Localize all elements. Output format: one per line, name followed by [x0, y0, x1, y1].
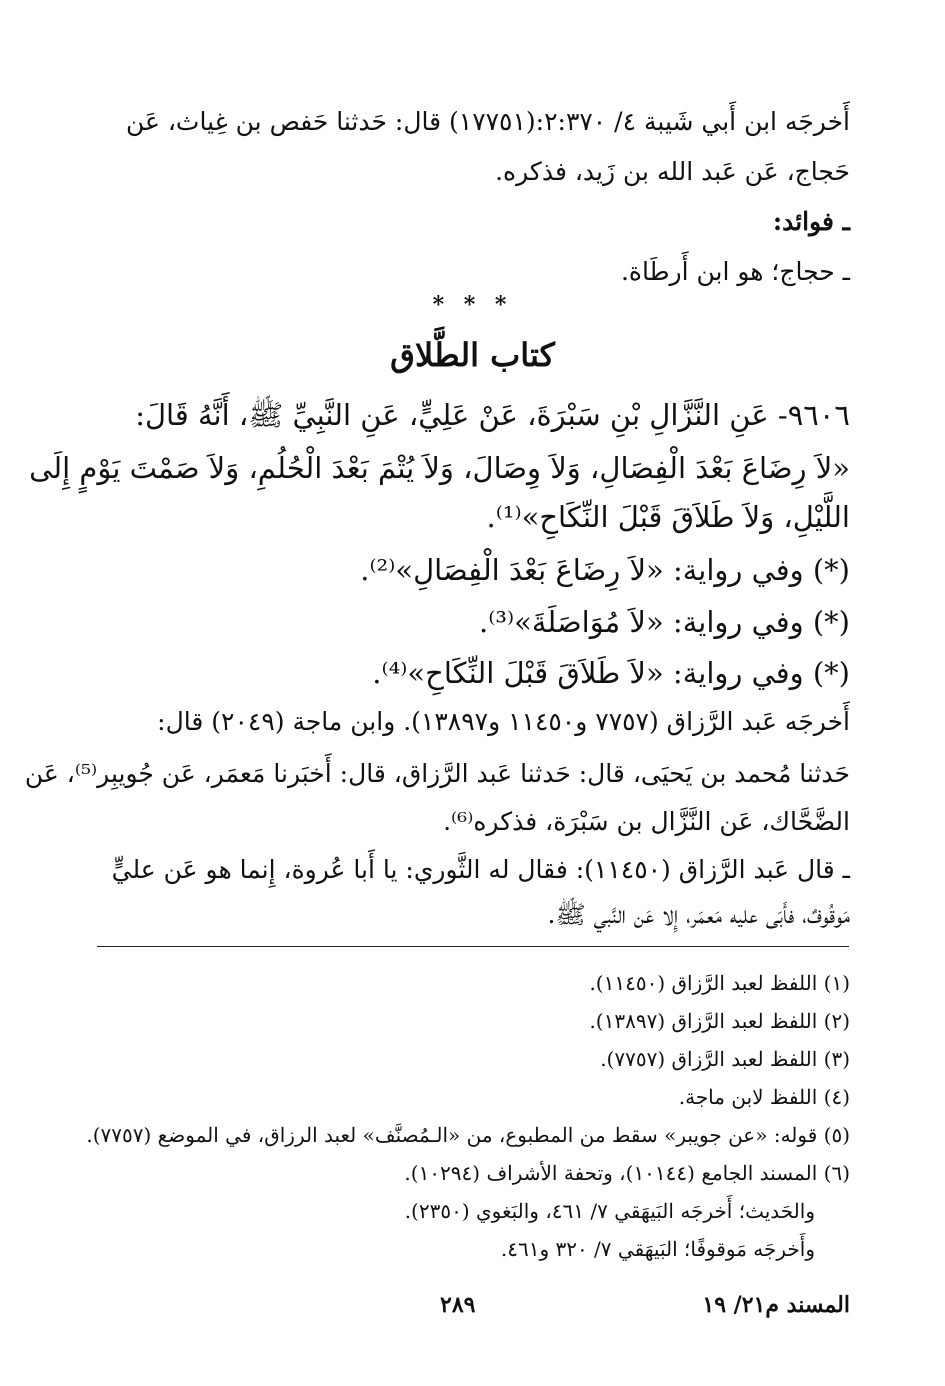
riwaya-line: (*) وفي رواية: «لاَ مُوَاصَلَةَ»⁽³⁾. [479, 605, 850, 639]
footnote: (٣) اللفظ لعبد الرَّزاق (٧٧٥٧). [600, 1047, 850, 1071]
hadith-text: اللَّيْلِ، وَلاَ طَلاَقَ قَبْلَ النِّكَاحِ»⁽¹⁾. [486, 500, 850, 534]
footnote-divider [97, 946, 849, 947]
page-number: ٢٨٩ [440, 1292, 476, 1318]
hadith-intro: ٩٦٠٦- عَنِ النَّزَّالِ بْنِ سَبْرَةَ، عَنْ عَلِيٍّ، عَنِ النَّبِيِّ ﷺ، أَنَّهُ قَالَ: [135, 398, 850, 432]
takhrij-line: الضَّحَّاك، عَن النَّزَّال بن سَبْرَة، فذكره⁽⁶⁾. [443, 807, 850, 836]
riwaya-line: (*) وفي رواية: «لاَ طَلاَقَ قَبْلَ النِّكَاحِ»⁽⁴⁾. [372, 656, 850, 690]
footnote: (٤) اللفظ لابن ماجة. [678, 1085, 850, 1109]
text-line: أَخرجَه ابن أَبي شَيبة ٤/ ٢:٣٧٠:(١٧٧٥١) قال: حَدثنا حَفص بن غِياث، عَن [125, 107, 850, 136]
section-label: ـ فوائد: [772, 207, 850, 236]
footnote: (٥) قوله: «عن جويبر» سقط من المطبوع، من «الـمُصنَّف» لعبد الرزاق، في الموضع (٧٧٥٧). [86, 1123, 850, 1147]
footnote: وأَخرجَه مَوقوفًا؛ البَيهَقي ٧/ ٣٢٠ و٤٦١. [500, 1237, 815, 1261]
chapter-title: كتاب الطَّلاق [390, 336, 555, 374]
takhrij-line: حَدثنا مُحمد بن يَحيَى، قال: حَدثنا عَبد الرَّزاق، قال: أَخبَرنا مَعمَر، عَن جُويبِر⁽⁵⁾، عَن [24, 759, 850, 788]
text-line: حَجاج، عَن عَبد الله بن زَيد، فذكره. [495, 157, 850, 186]
text-line: ـ حجاج؛ هو ابن أَرطَاة. [620, 257, 850, 286]
volume-marker: المسند م٢١/ ١٩ [702, 1292, 850, 1318]
note-line: مَوقُوفٌ، فأَبَى عليه مَعمَر، إِلا عَن النَّبي ﷺ. [547, 900, 850, 929]
riwaya-line: (*) وفي رواية: «لاَ رِضَاعَ بَعْدَ الْفِصَالِ»⁽²⁾. [360, 553, 850, 587]
footnote: (١) اللفظ لعبد الرَّزاق (١١٤٥٠). [589, 971, 850, 995]
note-line: ـ قال عَبد الرَّزاق (١١٤٥٠): فقال له الثَّوري: يا أَبا عُروة، إِنما هو عَن عليٍّ [111, 855, 850, 884]
takhrij-line: أَخرجَه عَبد الرَّزاق (٧٧٥٧ و١١٤٥٠ و١٣٨٩٧). وابن ماجة (٢٠٤٩) قال: [157, 707, 850, 736]
footnote: والحَديث؛ أَخرجَه البَيهَقي ٧/ ٤٦١، والبَغوي (٢٣٥٠). [404, 1199, 815, 1223]
footnote: (٢) اللفظ لعبد الرَّزاق (١٣٨٩٧). [589, 1009, 850, 1033]
section-separator: * * * [432, 292, 513, 318]
hadith-text: «لاَ رِضَاعَ بَعْدَ الْفِصَالِ، وَلاَ وِصَالَ، وَلاَ يُتْمَ بَعْدَ الْحُلُمِ، وَلاَ صَمْتَ يَوْمٍ إِلَى [29, 451, 850, 485]
footnote: (٦) المسند الجامع (١٠١٤٤)، وتحفة الأشراف (١٠٢٩٤). [404, 1161, 850, 1185]
